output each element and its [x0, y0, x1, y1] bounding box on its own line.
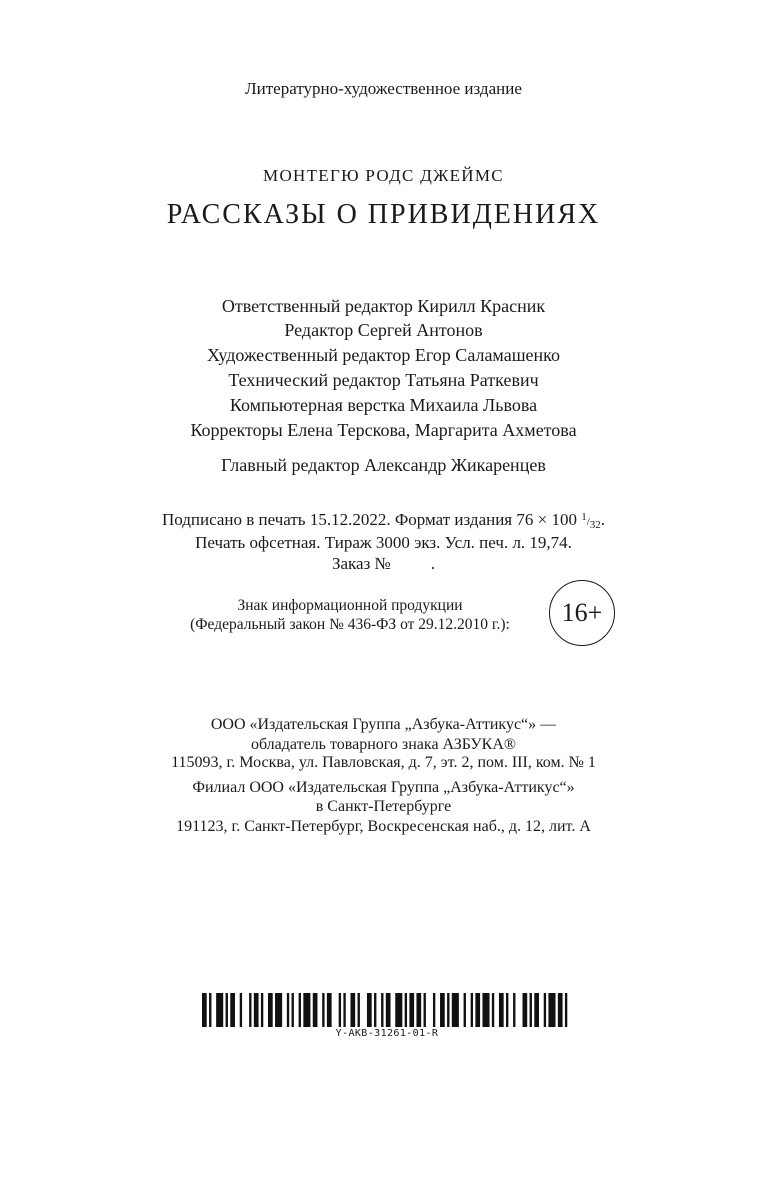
barcode-bar [544, 993, 546, 1027]
barcode-bar [303, 993, 310, 1027]
barcode-bar [440, 993, 445, 1027]
barcode-bar [381, 993, 383, 1027]
barcode-bar [202, 993, 207, 1027]
barcode-bar [506, 993, 508, 1027]
barcode-bar [395, 993, 402, 1027]
barcode-bar [447, 993, 449, 1027]
barcode-bar [339, 993, 341, 1027]
edition-type: Литературно-художественное издание [245, 79, 522, 98]
signed-format-text: Подписано в печать 15.12.2022. Формат издания 76 × 100 [161, 510, 577, 529]
age-rating-note [130, 596, 570, 634]
barcode-bar [513, 993, 515, 1027]
barcode-bar [249, 993, 251, 1027]
publisher-address: 115093, г. Москва, ул. Павловская, д. 7, эт. 2, пом. III, ком. № 1 [171, 754, 596, 771]
barcode-bar [275, 993, 282, 1027]
barcode-bar [327, 993, 332, 1027]
barcode-bar [424, 993, 426, 1027]
age-rating-text: 16+ [561, 598, 603, 627]
barcode-bar [471, 993, 473, 1027]
age-note-line1: Знак информационной продукции [237, 597, 463, 614]
barcode-bar [475, 993, 480, 1027]
barcode-bar [292, 993, 294, 1027]
barcode-bar [350, 993, 355, 1027]
barcode-bar [230, 993, 235, 1027]
layout-artist: Компьютерная верстка Михаила Львова [229, 395, 538, 415]
barcode-bar [254, 993, 259, 1027]
barcode-bar [405, 993, 407, 1027]
barcode-bar [367, 993, 372, 1027]
barcode [202, 993, 572, 1027]
age-rating-badge [549, 580, 615, 646]
barcode-bar [216, 993, 223, 1027]
branch-city: в Санкт-Петербурге [315, 798, 452, 815]
print-circulation: Печать офсетная. Тираж 3000 экз. Усл. печ. л. 19,74. [195, 533, 572, 552]
barcode-bar [464, 993, 466, 1027]
barcode-bar [287, 993, 289, 1027]
barcode-bar [433, 993, 435, 1027]
barcode-bar [209, 993, 211, 1027]
tech-editor: Технический редактор Татьяна Раткевич [228, 370, 539, 390]
barcode-bar [322, 993, 324, 1027]
barcode-bar [523, 993, 528, 1027]
barcode-bar [530, 993, 532, 1027]
barcode-bar [358, 993, 360, 1027]
barcode-bar [409, 993, 414, 1027]
barcode-bar [374, 993, 376, 1027]
barcode-bar [386, 993, 391, 1027]
barcode-bar [482, 993, 489, 1027]
print-signed-format: Подписано в печать 15.12.2022. Формат издания 76 × 100 1/32. [161, 510, 606, 531]
age-note-line2: (Федеральный закон № 436-ФЗ от 29.12.2010 г.): [190, 616, 510, 633]
order-number: Заказ № . [331, 554, 436, 573]
order-label: Заказ № [331, 554, 391, 573]
art-editor: Художественный редактор Егор Саламашенко [206, 345, 561, 365]
barcode-bar [548, 993, 555, 1027]
barcode-bar [534, 993, 539, 1027]
barcode-bar [558, 993, 563, 1027]
responsible-editor: Ответственный редактор Кирилл Красник [221, 296, 546, 316]
book-title: РАССКАЗЫ О ПРИВИДЕНИЯХ [166, 199, 601, 230]
barcode-bar [416, 993, 421, 1027]
barcode-bar [499, 993, 504, 1027]
barcode-bar [565, 993, 567, 1027]
barcode-bar [343, 993, 345, 1027]
barcode-bar [313, 993, 318, 1027]
publisher-trademark: обладатель товарного знака АЗБУКА® [250, 736, 517, 753]
author-name: МОНТЕГЮ РОДС ДЖЕЙМС [263, 166, 504, 185]
chief-editor: Главный редактор Александр Жикаренцев [221, 455, 546, 475]
barcode-number: Y-AKB-31261-01-R [335, 1028, 439, 1039]
editor: Редактор Сергей Антонов [284, 320, 483, 340]
format-fraction: 1/32 [581, 511, 601, 531]
barcode-bar [268, 993, 273, 1027]
barcode-bar [261, 993, 263, 1027]
publisher-name: ООО «Издательская Группа „Азбука-Аттикус“» — [210, 716, 557, 733]
barcode-bar [240, 993, 242, 1027]
barcode-bar [452, 993, 459, 1027]
branch-address: 191123, г. Санкт-Петербург, Воскресенская наб., д. 12, лит. А [176, 818, 591, 835]
proofreaders: Корректоры Елена Терскова, Маргарита Ахметова [190, 420, 577, 440]
barcode-bar [492, 993, 494, 1027]
barcode-bar [299, 993, 301, 1027]
branch-name: Филиал ООО «Издательская Группа „Азбука-Аттикус“» [192, 779, 575, 796]
barcode-bar [226, 993, 228, 1027]
